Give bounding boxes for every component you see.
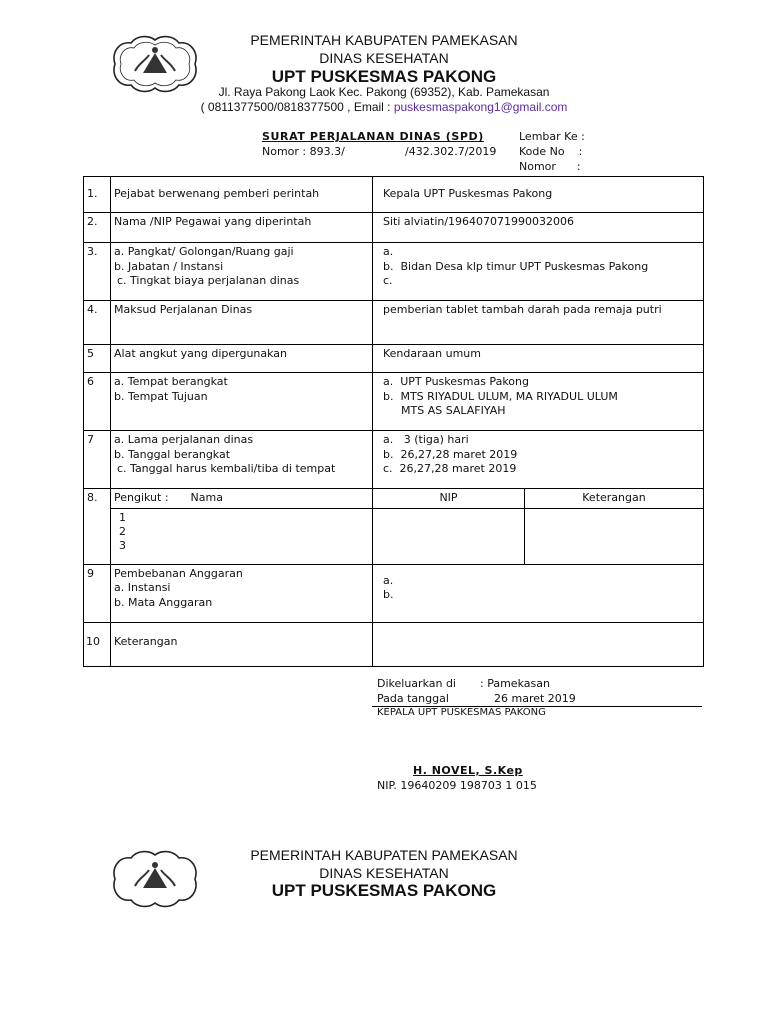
- row-number: 10: [84, 622, 111, 666]
- row-sublabel: c. Tingkat biaya perjalanan dinas: [117, 274, 300, 287]
- row-label: [111, 564, 373, 622]
- row-sublabel: a. Instansi: [114, 581, 171, 594]
- row-sublabel: b. Jabatan / Instansi: [114, 259, 224, 273]
- row-subvalue: a.: [383, 245, 394, 258]
- row-label: Maksud Perjalanan Dinas: [111, 301, 373, 345]
- spd-nomor: Nomor : 893.3/: [262, 145, 345, 158]
- row-sublabel: a. Pangkat/ Golongan/Ruang gaji: [114, 245, 294, 258]
- row-value: [373, 564, 704, 622]
- row-sublabel: b. Tempat Tujuan: [114, 389, 208, 403]
- row-label: Alat angkut yang dipergunakan: [111, 345, 373, 373]
- row-label: [111, 489, 373, 509]
- row-subvalue: c.: [383, 274, 393, 287]
- list-item: 2: [119, 524, 126, 538]
- table-row: [84, 301, 704, 345]
- row-subvalue: b. 26,27,28 maret 2019: [383, 447, 518, 461]
- pengikut-keterangan-cell: [525, 508, 704, 564]
- table-row: [84, 345, 704, 373]
- row-number: 8.: [84, 489, 111, 509]
- row-subvalue: b. Bidan Desa klp timur UPT Puskesmas Pakong: [383, 259, 649, 273]
- row-subvalue: b. MTS RIYADUL ULUM, MA RIYADUL ULUM: [383, 389, 618, 403]
- date-value: 26 maret 2019: [494, 692, 576, 705]
- row-label: [111, 373, 373, 431]
- signatory-nip: NIP. 19640209 198703 1 015: [377, 779, 537, 792]
- row-value: [373, 243, 704, 301]
- pengikut-nip-cell: [373, 508, 525, 564]
- row-value: [373, 622, 704, 666]
- table-row: [84, 213, 704, 243]
- table-row: [84, 373, 704, 431]
- row-number: 7: [84, 431, 111, 489]
- table-row: [84, 489, 704, 509]
- list-item: 3: [119, 538, 126, 552]
- spd-lembar: Lembar Ke :: [519, 130, 585, 143]
- spd-kode: Kode No :: [519, 145, 583, 158]
- spd-form-table: [83, 176, 704, 667]
- header2-department: DINAS KESEHATAN: [319, 865, 449, 881]
- issued-label: Dikeluarkan di: [377, 677, 456, 690]
- row-label: [111, 243, 373, 301]
- spd-nomor-right: Nomor :: [519, 160, 581, 173]
- header-phone: ( 0811377500/0818377500 , Email :: [200, 100, 394, 114]
- row-label: [111, 431, 373, 489]
- header-address: Jl. Raya Pakong Laok Kec. Pakong (69352), Kab. Pamekasan: [218, 85, 550, 99]
- header2-unit-title: UPT PUSKESMAS PAKONG: [271, 881, 497, 900]
- header-unit-title: UPT PUSKESMAS PAKONG: [271, 67, 497, 86]
- row-value: Kendaraan umum: [373, 345, 704, 373]
- row-sublabel: b. Mata Anggaran: [114, 595, 213, 609]
- signatory-name: H. NOVEL, S.Kep: [413, 764, 523, 777]
- spd-title: SURAT PERJALANAN DINAS (SPD): [262, 130, 484, 143]
- signatory-position: KEPALA UPT PUSKESMAS PAKONG: [377, 707, 546, 718]
- row-value: [373, 373, 704, 431]
- row-value: [373, 431, 704, 489]
- row-subvalue: b.: [383, 588, 394, 601]
- row-sublabel: a. Tempat berangkat: [114, 375, 228, 388]
- date-label: Pada tanggal: [377, 692, 449, 705]
- row-subvalue: a. 3 (tiga) hari: [383, 433, 469, 446]
- pengikut-label: Pengikut :: [114, 491, 169, 504]
- row-number: [84, 508, 111, 564]
- table-row: [84, 431, 704, 489]
- row-value: Siti alviatin/196407071990032006: [373, 213, 704, 243]
- row-sublabel: a. Lama perjalanan dinas: [114, 433, 254, 446]
- row-sublabel: c. Tanggal harus kembali/tiba di tempat: [117, 462, 336, 475]
- row-number: 1.: [84, 177, 111, 213]
- row-label: Keterangan: [111, 622, 373, 666]
- row-number: 3.: [84, 243, 111, 301]
- header-email-link[interactable]: puskesmaspakong1@gmail.com: [393, 100, 568, 114]
- row-number: 9: [84, 564, 111, 622]
- row-subvalue: a.: [383, 573, 394, 587]
- pengikut-list: [111, 508, 373, 564]
- table-row: [84, 177, 704, 213]
- table-row: [84, 508, 704, 564]
- issued-value: : Pamekasan: [480, 677, 550, 690]
- spd-nomor-suffix: /432.302.7/2019: [405, 145, 497, 158]
- header-government: PEMERINTAH KABUPATEN PAMEKASAN: [250, 32, 518, 48]
- table-row: [84, 564, 704, 622]
- row-subvalue: MTS AS SALAFIYAH: [401, 404, 506, 417]
- column-header-keterangan: Keterangan: [525, 489, 704, 509]
- header2-government: PEMERINTAH KABUPATEN PAMEKASAN: [250, 847, 518, 863]
- row-number: 2.: [84, 213, 111, 243]
- header-contact: [0, 100, 768, 114]
- table-row: [84, 243, 704, 301]
- row-sublabel: Pembebanan Anggaran: [114, 566, 243, 580]
- row-number: 6: [84, 373, 111, 431]
- row-subvalue: a. UPT Puskesmas Pakong: [383, 375, 529, 388]
- row-subvalue: c. 26,27,28 maret 2019: [383, 462, 517, 475]
- table-row: [84, 622, 704, 666]
- row-label: Nama /NIP Pegawai yang diperintah: [111, 213, 373, 243]
- column-header-nip: NIP: [373, 489, 525, 509]
- row-value: Kepala UPT Puskesmas Pakong: [373, 177, 704, 213]
- header-department: DINAS KESEHATAN: [319, 50, 449, 66]
- row-value: pemberian tablet tambah darah pada remaja putri: [373, 301, 704, 345]
- row-sublabel: b. Tanggal berangkat: [114, 447, 231, 461]
- list-item: 1: [119, 510, 126, 524]
- row-label: Pejabat berwenang pemberi perintah: [111, 177, 373, 213]
- column-header-nama: Nama: [190, 491, 223, 504]
- row-number: 4.: [84, 301, 111, 345]
- row-number: 5: [84, 345, 111, 373]
